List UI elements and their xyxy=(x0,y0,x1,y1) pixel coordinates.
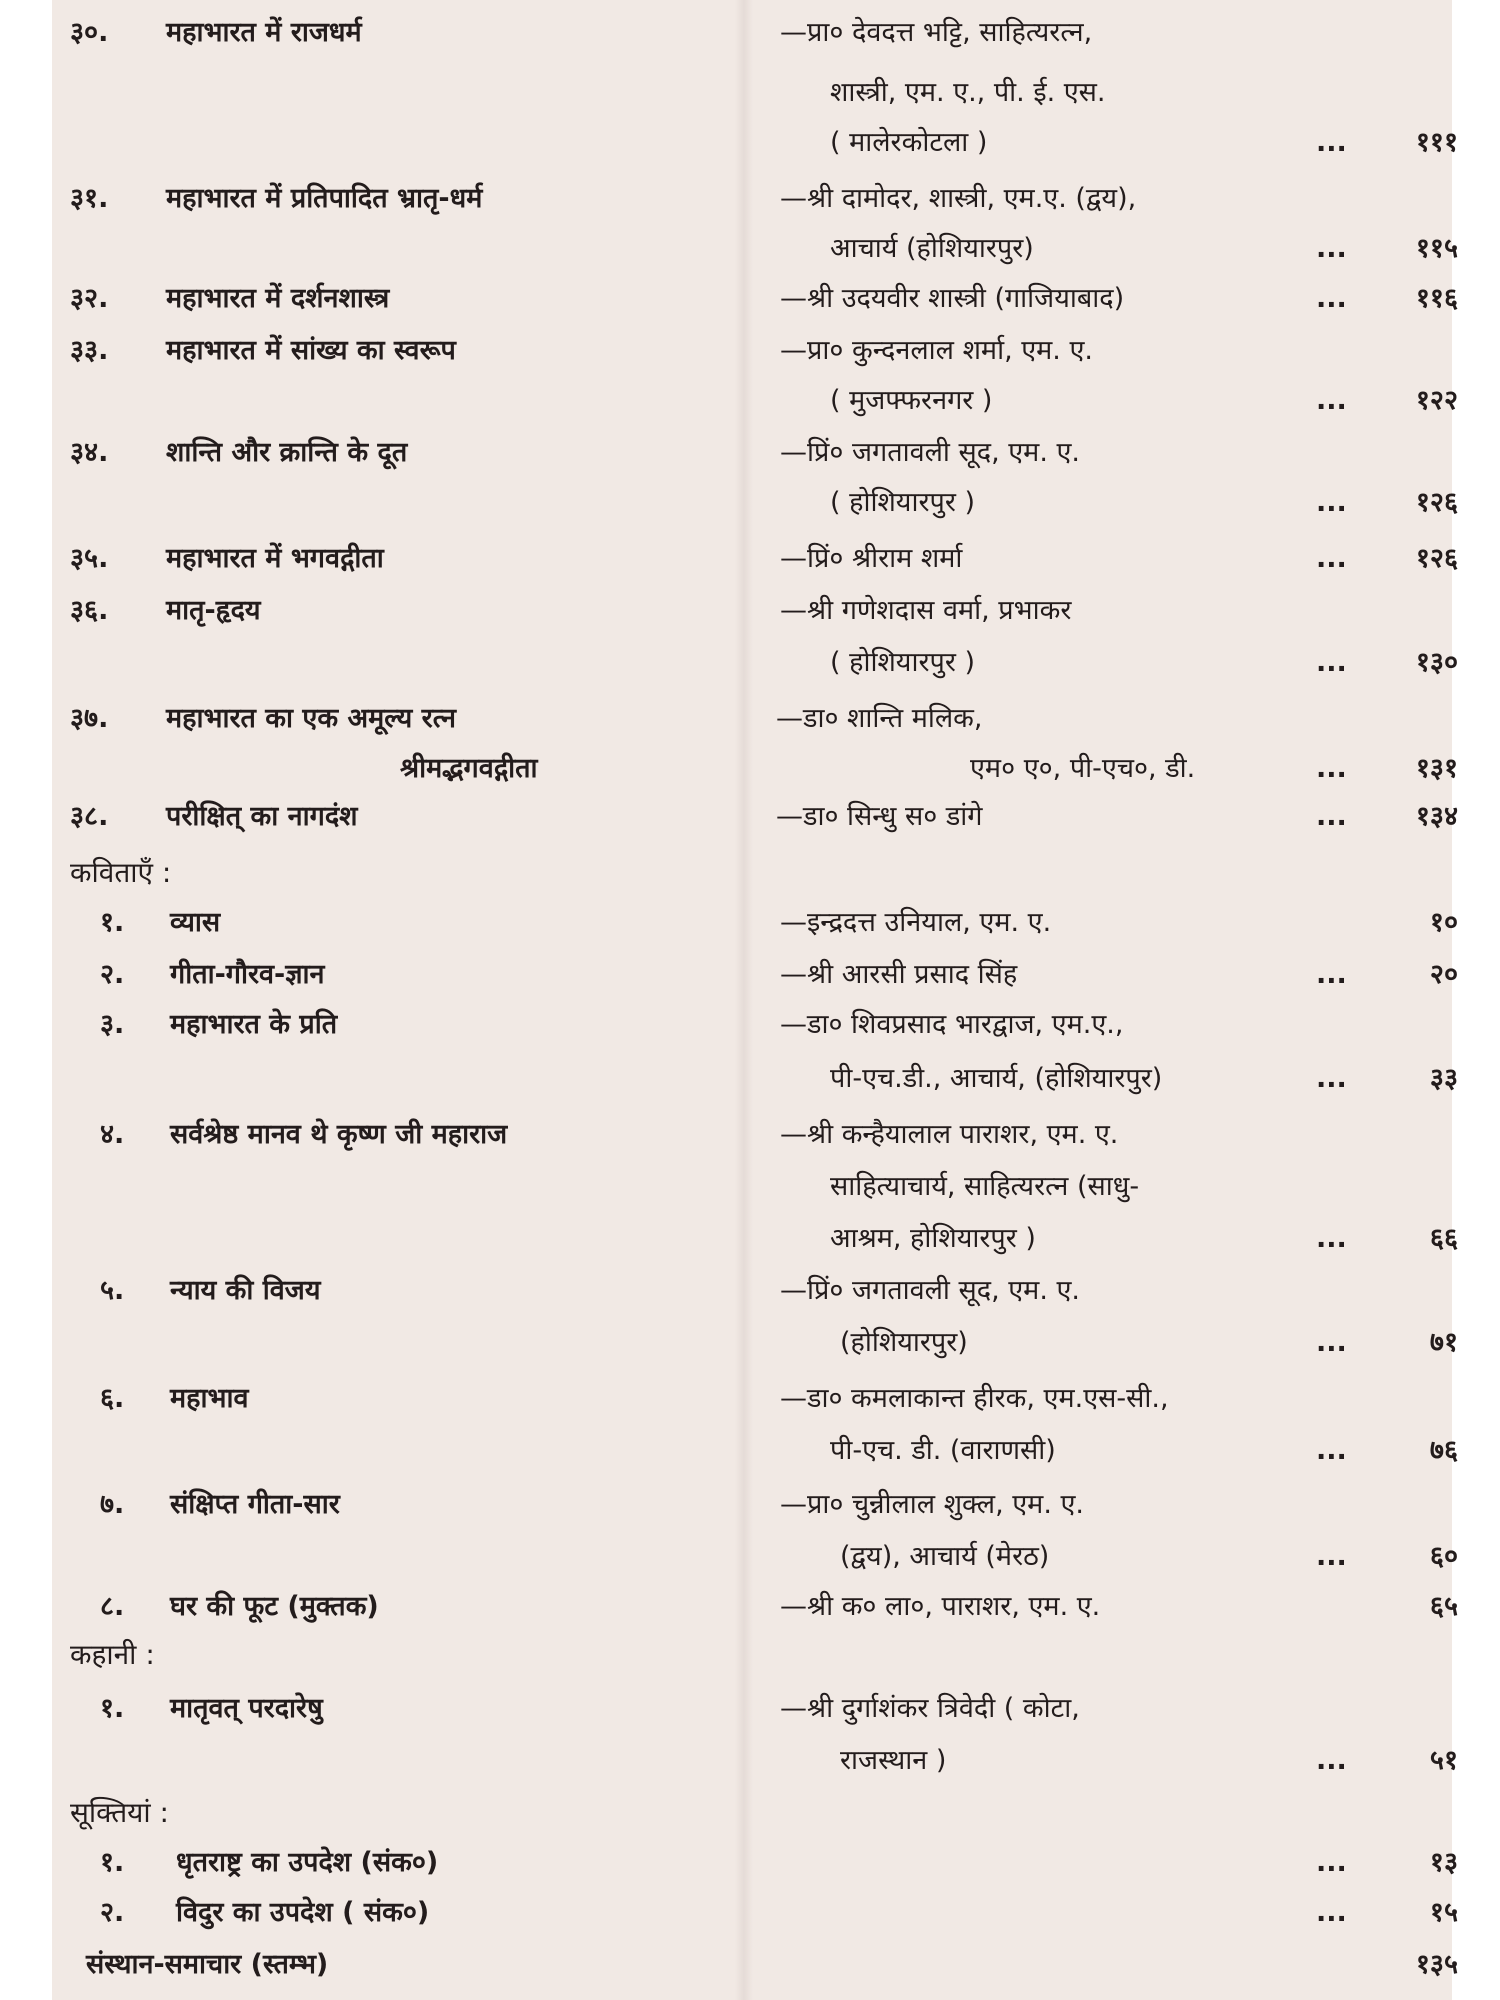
entry-author: —प्रिं० जगतावली सूद, एम. ए. xyxy=(780,1275,1080,1306)
page-number: १३ xyxy=(1429,1847,1458,1878)
entry-author: —प्रा० कुन्दनलाल शर्मा, एम. ए. xyxy=(780,335,1093,366)
entry-author-line: (होशियारपुर) xyxy=(840,1327,968,1358)
toc-entry xyxy=(0,584,1500,644)
entry-title: संक्षिप्त गीता-सार xyxy=(170,1489,340,1520)
page-number: १३४ xyxy=(1415,801,1458,832)
entry-number: ३४. xyxy=(70,437,109,468)
entry-title: घर की फूट (मुक्तक) xyxy=(170,1591,379,1622)
entry-author: —डा० सिन्धु स० डांगे xyxy=(776,801,983,832)
toc-entry xyxy=(0,896,1500,956)
entry-author-line: पी-एच.डी., आचार्य, (होशियारपुर) xyxy=(830,1063,1163,1094)
section-heading-poems: कविताएँ : xyxy=(70,856,172,889)
entry-number: ३०. xyxy=(70,17,109,48)
entry-title: महाभारत में दर्शनशास्त्र xyxy=(166,283,390,314)
toc-entry-continuation xyxy=(0,1160,1500,1220)
leader-dots: ... xyxy=(1316,233,1347,264)
toc-entry-continuation xyxy=(0,1316,1500,1376)
page-number: १० xyxy=(1429,907,1458,938)
entry-author: —श्री आरसी प्रसाद सिंह xyxy=(780,959,1018,990)
leader-dots: ... xyxy=(1316,1063,1347,1094)
entry-title: महाभारत में प्रतिपादित भ्रातृ-धर्म xyxy=(166,183,483,214)
toc-entry-continuation xyxy=(0,374,1500,434)
entry-title: परीक्षित् का नागदंश xyxy=(166,801,358,832)
entry-author: —श्री दामोदर, शास्त्री, एम.ए. (द्वय), xyxy=(780,183,1137,214)
toc-entry xyxy=(0,6,1500,66)
leader-dots: ... xyxy=(1316,1435,1347,1466)
toc-entry xyxy=(0,1938,1500,1998)
entry-author: —प्रा० चुन्नीलाल शुक्ल, एम. ए. xyxy=(780,1489,1084,1520)
entry-author-line: साहित्याचार्य, साहित्यरत्न (साधु- xyxy=(830,1171,1140,1202)
page-number: ५१ xyxy=(1429,1745,1458,1776)
entry-number: ३२. xyxy=(70,283,109,314)
entry-author: —श्री दुर्गाशंकर त्रिवेदी ( कोटा, xyxy=(780,1693,1080,1724)
entry-author-line: राजस्थान ) xyxy=(840,1745,947,1776)
toc-entry-continuation xyxy=(0,1052,1500,1112)
entry-title: मातृ-हृदय xyxy=(166,595,261,626)
entry-title: संस्थान-समाचार (स्तम्भ) xyxy=(86,1949,329,1980)
leader-dots: ... xyxy=(1316,1897,1347,1928)
toc-entry-continuation xyxy=(0,1212,1500,1272)
entry-number: ३३. xyxy=(70,335,109,366)
entry-author-line: शास्त्री, एम. ए., पी. ई. एस. xyxy=(830,77,1106,108)
entry-author: —प्रा० देवदत्त भट्टि, साहित्यरत्न, xyxy=(780,17,1093,48)
entry-title: महाभारत का एक अमूल्य रत्न xyxy=(166,703,456,734)
toc-entry-continuation xyxy=(0,476,1500,536)
page-number: १२६ xyxy=(1415,543,1458,574)
page-number: ११६ xyxy=(1415,283,1458,314)
entry-title: महाभारत के प्रति xyxy=(170,1009,338,1040)
entry-title: धृतराष्ट्र का उपदेश (संक०) xyxy=(176,1847,439,1878)
leader-dots: ... xyxy=(1316,753,1347,784)
page-number: ६५ xyxy=(1429,1591,1458,1622)
entry-number: ३८. xyxy=(70,801,109,832)
entry-author-line: पी-एच. डी. (वाराणसी) xyxy=(830,1435,1056,1466)
page-number: १५ xyxy=(1429,1897,1458,1928)
leader-dots: ... xyxy=(1316,959,1347,990)
entry-number: २. xyxy=(100,1897,125,1928)
leader-dots: ... xyxy=(1316,647,1347,678)
entry-author: —प्रिं० जगतावली सूद, एम. ए. xyxy=(780,437,1080,468)
leader-dots: ... xyxy=(1316,1541,1347,1572)
entry-number: ३६. xyxy=(70,595,109,626)
entry-number: ५. xyxy=(100,1275,125,1306)
section-heading-sayings: सूक्तियां : xyxy=(70,1796,169,1829)
entry-number: ४. xyxy=(100,1119,125,1150)
leader-dots: ... xyxy=(1316,1745,1347,1776)
leader-dots: ... xyxy=(1316,801,1347,832)
entry-author-line: आश्रम, होशियारपुर ) xyxy=(830,1223,1036,1254)
toc-entry xyxy=(0,532,1500,592)
entry-author-line: (द्वय), आचार्य (मेरठ) xyxy=(840,1541,1050,1572)
page-number: ११५ xyxy=(1415,233,1458,264)
toc-entry xyxy=(0,1372,1500,1432)
entry-author: —डा० शिवप्रसाद भारद्वाज, एम.ए., xyxy=(780,1009,1124,1040)
entry-title: गीता-गौरव-ज्ञान xyxy=(170,959,325,990)
toc-entry xyxy=(0,790,1500,850)
page-number: ६६ xyxy=(1429,1223,1458,1254)
entry-title: न्याय की विजय xyxy=(170,1275,321,1306)
entry-author-line: ( मुजफ्फरनगर ) xyxy=(830,385,993,416)
entry-author: —इन्द्रदत्त उनियाल, एम. ए. xyxy=(780,907,1052,938)
leader-dots: ... xyxy=(1316,1223,1347,1254)
entry-author: —डा० शान्ति मलिक, xyxy=(776,703,983,734)
page-number: १३१ xyxy=(1415,753,1458,784)
section-heading-row xyxy=(0,1628,1500,1688)
entry-number: ३१. xyxy=(70,183,109,214)
toc-entry xyxy=(0,1478,1500,1538)
entry-number: १. xyxy=(100,1847,125,1878)
entry-title-line: श्रीमद्भगवद्गीता xyxy=(400,753,538,784)
entry-author-line: ( होशियारपुर ) xyxy=(830,487,975,518)
leader-dots: ... xyxy=(1316,385,1347,416)
entry-number: २. xyxy=(100,959,125,990)
entry-title: शान्ति और क्रान्ति के दूत xyxy=(166,437,408,468)
toc-entry xyxy=(0,998,1500,1058)
toc-entry xyxy=(0,1108,1500,1168)
section-heading-story: कहानी : xyxy=(70,1638,155,1671)
toc-entry-continuation xyxy=(0,636,1500,696)
entry-author: —श्री गणेशदास वर्मा, प्रभाकर xyxy=(780,595,1072,626)
entry-author-line: ( मालेरकोटला ) xyxy=(830,127,988,158)
toc-entry-continuation xyxy=(0,1424,1500,1484)
entry-author: —प्रिं० श्रीराम शर्मा xyxy=(780,543,963,574)
entry-title: मातृवत् परदारेषु xyxy=(170,1693,323,1724)
toc-entry xyxy=(0,1886,1500,1946)
leader-dots: ... xyxy=(1316,1327,1347,1358)
toc-entry-continuation xyxy=(0,1734,1500,1794)
entry-number: ८. xyxy=(100,1591,125,1622)
page-number: २० xyxy=(1429,959,1458,990)
page-number: ७६ xyxy=(1429,1435,1458,1466)
entry-number: ६. xyxy=(100,1383,125,1414)
toc-entry-continuation xyxy=(0,116,1500,176)
entry-author-line: आचार्य (होशियारपुर) xyxy=(830,233,1034,264)
entry-author: —श्री उदयवीर शास्त्री (गाजियाबाद) xyxy=(780,283,1125,314)
toc-entry xyxy=(0,1682,1500,1742)
entry-number: ३७. xyxy=(70,703,109,734)
entry-number: ३५. xyxy=(70,543,109,574)
page-number: १३० xyxy=(1415,647,1458,678)
entry-title: महाभारत में सांख्य का स्वरूप xyxy=(166,335,456,366)
page-number: १२६ xyxy=(1415,487,1458,518)
entry-author: —श्री क० ला०, पाराशर, एम. ए. xyxy=(780,1591,1101,1622)
entry-number: ७. xyxy=(100,1489,125,1520)
page-number: १३५ xyxy=(1415,1949,1458,1980)
page-number: १११ xyxy=(1415,127,1458,158)
entry-author: —डा० कमलाकान्त हीरक, एम.एस-सी., xyxy=(780,1383,1169,1414)
entry-author-line: एम० ए०, पी-एच०, डी. xyxy=(970,753,1196,784)
page-number: ३३ xyxy=(1429,1063,1458,1094)
entry-title: विदुर का उपदेश ( संक०) xyxy=(176,1897,430,1928)
leader-dots: ... xyxy=(1316,543,1347,574)
page-number: १२२ xyxy=(1415,385,1458,416)
leader-dots: ... xyxy=(1316,1847,1347,1878)
entry-author: —श्री कन्हैयालाल पाराशर, एम. ए. xyxy=(780,1119,1119,1150)
leader-dots: ... xyxy=(1316,487,1347,518)
entry-title: महाभाव xyxy=(170,1383,249,1414)
entry-number: १. xyxy=(100,907,125,938)
toc-entry xyxy=(0,272,1500,332)
toc-entry xyxy=(0,1264,1500,1324)
entry-title: महाभारत में भगवद्गीता xyxy=(166,543,384,574)
entry-author-line: ( होशियारपुर ) xyxy=(830,647,975,678)
entry-title: व्यास xyxy=(170,907,221,938)
entry-number: १. xyxy=(100,1693,125,1724)
page-number: ६० xyxy=(1429,1541,1458,1572)
leader-dots: ... xyxy=(1316,283,1347,314)
page-number: ७१ xyxy=(1429,1327,1458,1358)
entry-title: महाभारत में राजधर्म xyxy=(166,17,362,48)
entry-number: ३. xyxy=(100,1009,125,1040)
entry-title: सर्वश्रेष्ठ मानव थे कृष्ण जी महाराज xyxy=(170,1119,508,1150)
leader-dots: ... xyxy=(1316,127,1347,158)
